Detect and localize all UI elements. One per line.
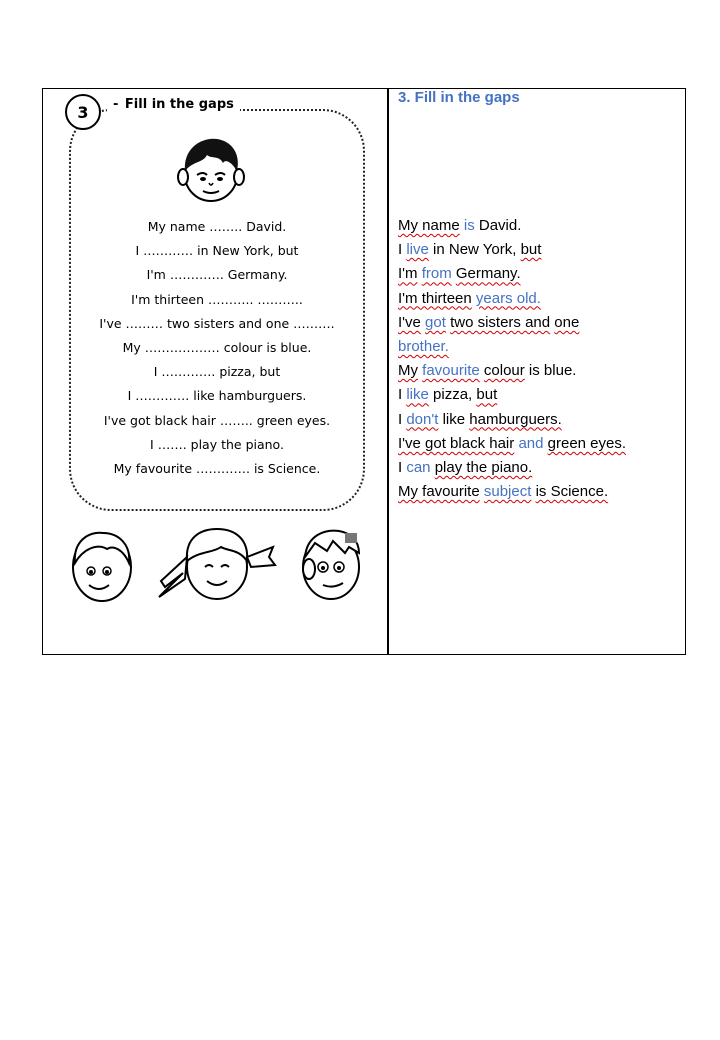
answer-line: [398, 238, 626, 262]
worksheet-line: I'm …………. Germany.: [146, 267, 288, 283]
answer-fill: like: [406, 386, 429, 404]
answer-line: [398, 262, 626, 286]
worksheet-line: I ………… in New York, but: [135, 243, 299, 259]
answer-line: [398, 432, 626, 456]
boy-face-illustration: [173, 133, 249, 207]
answer-fill: brother.: [398, 338, 449, 356]
boy-face-right-illustration: [293, 525, 365, 605]
worksheet-sentences: [69, 215, 365, 481]
worksheet-line: I've ……… two sisters and one ……….: [99, 315, 335, 331]
answer-text: is Science.: [535, 483, 609, 501]
answer-text: but: [520, 241, 542, 259]
answer-line: [398, 287, 626, 311]
worksheet-title: Fill in the gaps: [124, 97, 234, 112]
answer-text: one: [554, 313, 580, 331]
answer-fill: don't: [406, 410, 439, 428]
answer-text: I've: [398, 313, 421, 331]
answer-fill: live: [406, 241, 429, 259]
answer-text: I've got black hair: [398, 434, 515, 452]
answer-fill: subject: [483, 483, 532, 501]
exercise-number: 3: [65, 94, 101, 130]
answers-title: [398, 89, 520, 106]
boy-face-left-illustration: [67, 527, 137, 607]
answer-text: My name: [398, 217, 460, 234]
answer-line: [398, 408, 626, 432]
worksheet-line: My ……………… colour is blue.: [122, 340, 312, 356]
worksheet-line: I ……. play the piano.: [150, 436, 284, 452]
answer-line: [398, 335, 626, 359]
answer-fill: and: [518, 434, 544, 452]
answer-line: [398, 383, 626, 407]
answer-text: like: [442, 410, 466, 428]
answer-line: [398, 359, 626, 383]
worksheet-line: I've got black hair …….. green eyes.: [103, 412, 331, 428]
answer-lines: [398, 214, 626, 504]
answer-line: [398, 456, 626, 480]
answer-text: Germany.: [455, 265, 521, 283]
worksheet-line: My favourite …………. is Science.: [113, 461, 321, 477]
answer-text: David.: [478, 217, 522, 234]
girl-face-illustration: [155, 521, 279, 607]
answer-fill: years old.: [475, 289, 541, 307]
answer-fill: from: [421, 265, 452, 283]
answer-text: I'm: [398, 265, 418, 283]
answer-text: play the piano.: [434, 459, 533, 477]
answer-text: I: [398, 459, 403, 477]
answers-title-text: 3. Fill in the gaps: [398, 89, 520, 106]
answer-line: [398, 480, 626, 504]
answer-fill: favourite: [422, 362, 480, 380]
worksheet-image: [43, 89, 387, 654]
worksheet-title-wrap: - Fill in the gaps: [107, 97, 240, 112]
worksheet-line: I'm thirteen ……….. ………..: [131, 291, 303, 307]
answer-fill: can: [406, 459, 431, 477]
answer-text: I: [398, 386, 403, 404]
answer-line: [398, 311, 626, 335]
answer-fill: is: [463, 217, 475, 234]
answer-text: I: [398, 241, 403, 259]
worksheet-line: I …………. pizza, but: [153, 364, 281, 380]
worksheet-line: I …………. like hamburguers.: [127, 388, 307, 404]
answer-text: My favourite: [398, 483, 480, 501]
answer-line: [398, 214, 626, 238]
answers-column: [389, 89, 685, 654]
answer-text: My: [398, 362, 418, 380]
answer-text: hamburguers.: [469, 410, 562, 428]
answer-text: green eyes.: [547, 434, 627, 452]
answer-text: pizza,: [433, 386, 473, 404]
answer-text: but: [476, 386, 498, 404]
answer-text: in New York,: [433, 241, 517, 259]
worksheet-line: My name …….. David.: [147, 219, 287, 234]
answer-text: colour: [483, 362, 525, 380]
answer-text: I: [398, 410, 403, 428]
worksheet-table: [42, 88, 686, 655]
answer-text: I'm thirteen: [398, 289, 472, 307]
answer-text: two sisters and: [450, 313, 551, 331]
answer-fill: got: [425, 313, 446, 331]
answer-text: is blue.: [528, 362, 577, 380]
